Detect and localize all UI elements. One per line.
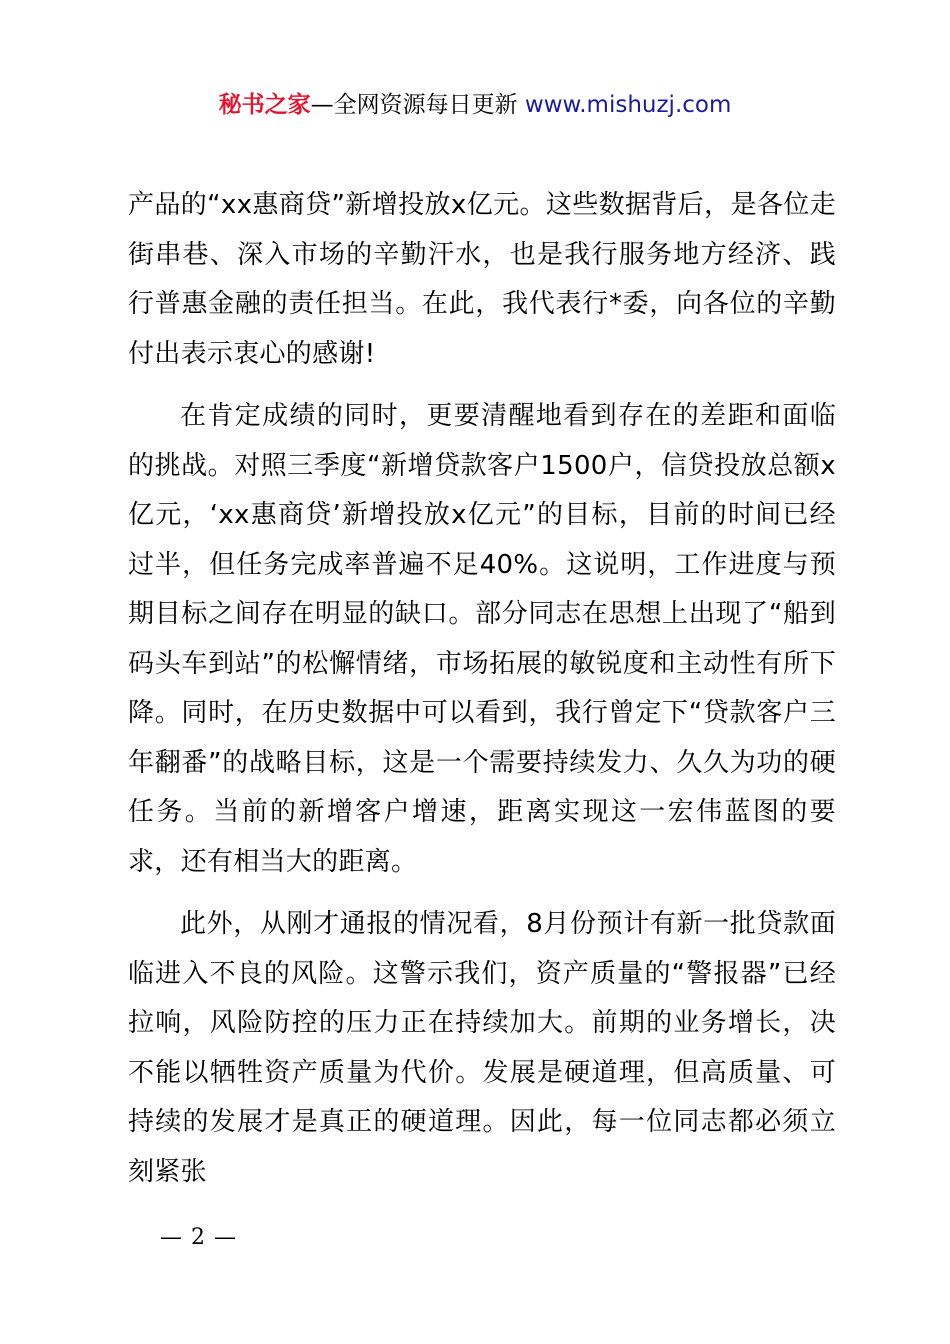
paragraph-challenges: 在肯定成绩的同时，更要清醒地看到存在的差距和面临的挑战。对照三季度“新增贷款客户1500户，信贷投放总额x亿元，‘xx惠商贷’新增投放x亿元”的目标，目前的时间已经过半，但任务完成率普遍不足40%。这说明，工作进度与预期目标之间存在明显的缺口。部分同志在思想上出现了“船到码头车到站”的松懈情绪，市场拓展的敏锐度和主动性有所下降。同时，在历史数据中可以看到，我行曾定下“贷款客户三年翻番”的战略目标，这是一个需要持续发力、久久为功的硬任务。当前的新增客户增速，距离实现这一宏伟蓝图的要求，还有相当大的距离。 xyxy=(128,401,836,877)
page-number: — 2 — xyxy=(160,1225,237,1250)
paragraph-continued: 产品的“xx惠商贷”新增投放x亿元。这些数据背后，是各位走街串巷、深入市场的辛勤汗水，也是我行服务地方经济、践行普惠金融的责任担当。在此，我代表行*委，向各位的辛勤付出表示衷心的感谢! xyxy=(128,190,836,369)
document-body xyxy=(128,181,836,1197)
site-header xyxy=(0,88,950,122)
paragraph-risk: 此外，从刚才通报的情况看，8月份预计有新一批贷款面临进入不良的风险。这警示我们，资产质量的“警报器”已经拉响，风险防控的压力正在持续加大。前期的业务增长，决不能以牺牲资产质量为代价。发展是硬道理，但高质量、可持续的发展才是真正的硬道理。因此，每一位同志都必须立刻紧张 xyxy=(128,909,836,1187)
header-tagline: —全网资源每日更新 xyxy=(310,92,518,118)
header-url-link[interactable]: www.mishuzj.com xyxy=(524,92,732,118)
brand-name: 秘书之家 xyxy=(218,92,311,118)
